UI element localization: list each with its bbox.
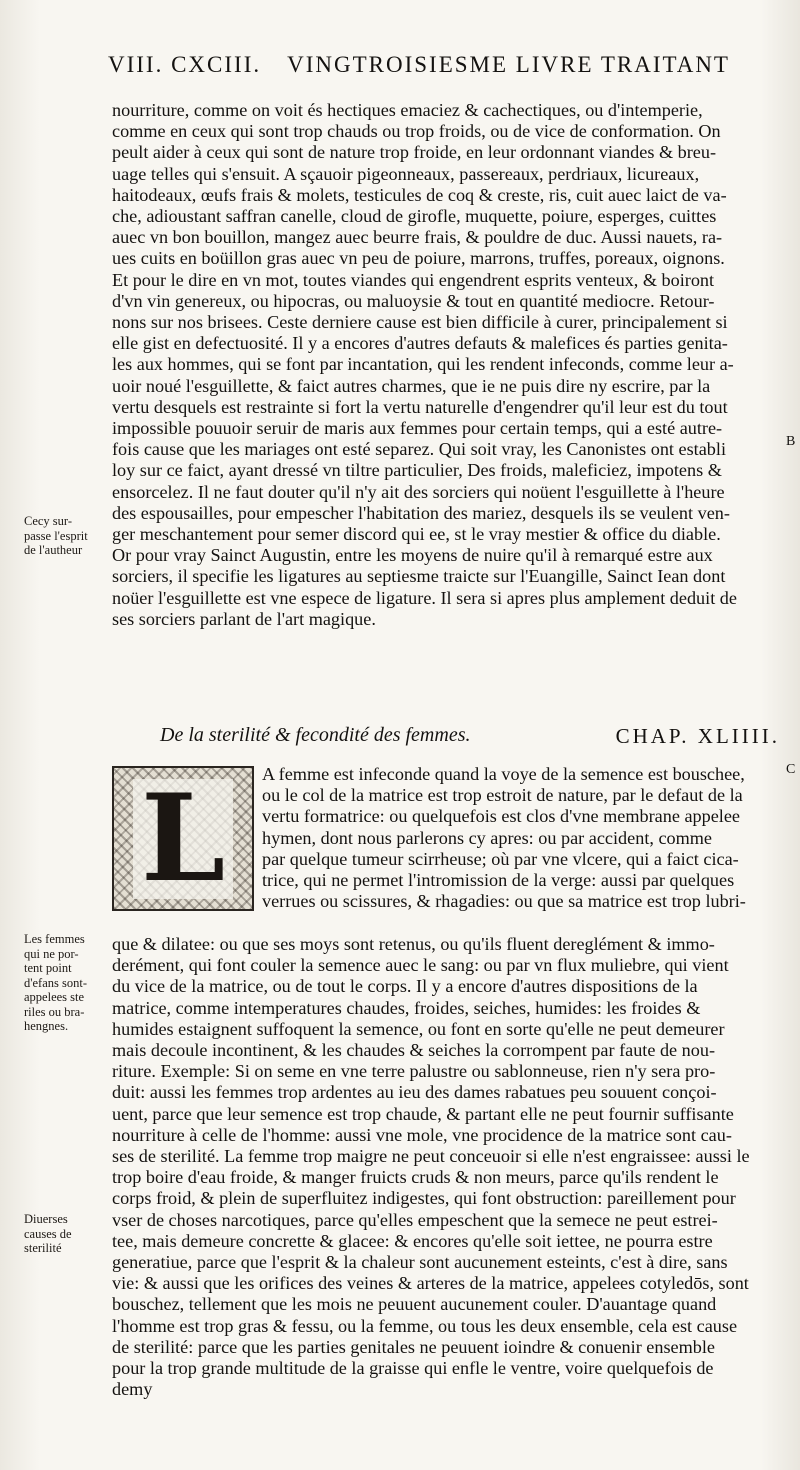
- text-line: fois cause que les mariages ont esté separez. Qui soit vray, les Canonistes ont establi: [112, 439, 726, 460]
- text-line: impossible pouuoir seruir de maris aux femmes pour certain temps, qui a esté autre-: [112, 418, 723, 439]
- text-line: trice, qui ne permet l'intromission de la verge: aussi par quelques: [262, 870, 735, 891]
- margin-note-line: causes de: [24, 1226, 72, 1241]
- text-block-1: [112, 100, 792, 630]
- text-line: ues cuits en boüillon gras auec vn peu de poiure, marrons, truffes, poreaux, oignons.: [112, 248, 725, 269]
- text-line: derément, qui font couler la semence auec le sang: ou par vn flux muliebre, qui vient: [112, 955, 729, 976]
- text-line: nons sur nos brisees. Ceste derniere cause est bien difficile à curer, principalement si: [112, 312, 728, 333]
- text-line: ses sorciers parlant de l'art magique.: [112, 608, 376, 629]
- text-line: de sterilité: parce que les parties genitales ne peuuent ioindre & conuenir ensemble: [112, 1336, 715, 1357]
- text-line: pour la trop grande multitude de la graisse qui enfle le ventre, voire quelquefois de: [112, 1358, 714, 1379]
- text-line: tee, mais demeure concrette & glacee: & encores qu'elle soit iettee, ne pourra estre: [112, 1230, 713, 1251]
- margin-note-line: riles ou bra-: [24, 1004, 85, 1019]
- text-line: verrues ou scissures, & rhagadies: ou que sa matrice est trop lubri-: [262, 891, 746, 912]
- text-line: riture. Exemple: Si on seme en vne terre palustre ou sablonneuse, rien n'y sera pro-: [112, 1061, 716, 1082]
- margin-note-line: sterilité: [24, 1241, 62, 1255]
- text-line: ger meschantement pour semer discord qui ee, st le vray mestier & office du diable.: [112, 524, 721, 545]
- margin-note-line: passe l'esprit: [24, 528, 88, 543]
- text-line: que & dilatee: ou que ses moys sont retenus, ou qu'ils fluent dereglément & immo-: [112, 934, 715, 954]
- margin-note-line: tent point: [24, 961, 72, 975]
- margin-note-2: [24, 932, 110, 1034]
- margin-letter-c: C: [786, 762, 796, 777]
- text-line: che, adioustant saffran canelle, cloud de girofle, muquette, poiure, esperges, cuittes: [112, 206, 717, 227]
- text-line: ses de sterilité. La femme trop maigre ne peut conceuoir si elle n'est engraissee: aussi le: [112, 1146, 750, 1167]
- text-line: humides estaignent suffoquent la semence, ou font en sorte qu'elle ne peut demeurer: [112, 1018, 725, 1039]
- margin-note-line: appelees ste: [24, 990, 85, 1004]
- margin-note-line: qui ne por-: [24, 946, 79, 961]
- text-line: mais decoule incontinent, & les chaudes & seiches la corrompent par faute de nou-: [112, 1040, 716, 1061]
- text-line: Or pour vray Sainct Augustin, entre les moyens de nuire qu'il à remarqué estre aux: [112, 545, 713, 566]
- text-line: peult aider à ceux qui sont de nature trop froide, en leur ordonnant viandes & breu-: [112, 142, 717, 163]
- text-line: duit: aussi les femmes trop ardentes au ieu des dames rabatues peu souuent conçoi-: [112, 1082, 717, 1103]
- margin-note-line: Les femmes: [24, 932, 85, 946]
- text-line: ensorcelez. Il ne faut douter qu'il n'y ait des sorciers qui noüent l'esguillette à l'heure: [112, 481, 725, 502]
- text-line: elle gist en defectuosité. Il y a encores d'autres defauts & malefices és parties genita-: [112, 333, 728, 354]
- text-line: uent, parce que leur semence est trop chaude, & partant elle ne peut fournir suffisante: [112, 1103, 734, 1124]
- text-line: du vice de la matrice, ou de tout le corps. Il y a encore d'autres dispositions de la: [112, 976, 698, 997]
- text-line: vser de choses narcotiques, parce qu'elles empeschent que la semece ne peut estrei-: [112, 1209, 718, 1230]
- text-line: uage telles qui s'ensuit. A sçauoir pigeonneaux, passereaux, perdriaux, licureaux,: [112, 163, 700, 184]
- text-line: des espousailles, pour empescher l'habitation des mariez, desquels ils se veulent ven-: [112, 502, 730, 523]
- text-line: noüer l'esguillette est vne espece de ligature. Il sera si apres plus amplement deduit de: [112, 587, 737, 608]
- text-line: bouschez, tellement que les mois ne peuuent aucunement couler. D'auantage quand: [112, 1294, 717, 1315]
- text-line: loy sur ce faict, ayant dressé vn tiltre particulier, Des froids, maleficiez, impotens &: [112, 460, 722, 481]
- margin-note-line: Diuerses: [24, 1212, 68, 1226]
- running-title: VINGTROISIESME LIVRE TRAITANT: [287, 52, 730, 77]
- text-line: haitodeaux, œufs frais & molets, testicules de coq & creste, ris, cuit auec laict de va-: [112, 184, 727, 205]
- text-line: trop boire d'eau froide, & manger fruicts cruds & non meurs, parce qu'ils rendent le: [112, 1167, 719, 1188]
- text-line: uoir noué l'esguillette, & faict autres charmes, que ie ne puis dire ny escrire, par la: [112, 375, 711, 396]
- text-line: ou le col de la matrice est trop estroit de nature, par le defaut de la: [262, 785, 743, 806]
- margin-note-line: de l'autheur: [24, 543, 83, 557]
- running-header: [108, 52, 790, 78]
- text-line: nourriture à celle de l'homme: aussi vne mole, vne procidence de la matrice sont cau-: [112, 1124, 732, 1145]
- margin-note-3: [24, 1212, 110, 1256]
- text-line: par quelque tumeur scirrheuse; où par vne vlcere, qui a faict cica-: [262, 848, 739, 869]
- text-line: l'homme est trop gras & fessu, ou la femme, ou tous les deux ensemble, cela est cause: [112, 1315, 738, 1336]
- text-line: demy: [112, 1379, 153, 1400]
- initial-letter: L: [133, 779, 233, 899]
- margin-note-line: Cecy sur-: [24, 514, 72, 528]
- text-line: matrice, comme intemperatures chaudes, froides, seiches, humides: les froides &: [112, 997, 701, 1018]
- text-line: sorciers, il specifie les ligatures au septiesme traicte sur l'Euangille, Sainct Iean dont: [112, 566, 726, 587]
- text-block-3: [112, 934, 792, 1400]
- text-line: hymen, dont nous parlerons cy apres: ou par accident, comme: [262, 827, 712, 848]
- text-line: corps froid, & plein de superfluitez indigestes, qui font obstruction: pareillement pour: [112, 1188, 736, 1209]
- text-line: nourriture, comme on voit és hectiques emaciez & cachectiques, ou d'intemperie,: [112, 100, 703, 120]
- text-line: Et pour le dire en vn mot, toutes viandes qui engendrent esprits venteux, & boiront: [112, 269, 715, 290]
- folio-number: VIII. CXCIII.: [108, 52, 262, 77]
- chapter-title: De la sterilité & fecondité des femmes.: [160, 724, 471, 746]
- chapter-number: CHAP. XLIIII.: [615, 724, 780, 748]
- margin-note-1: [24, 514, 110, 558]
- margin-note-line: d'efans sont-: [24, 975, 88, 990]
- text-line: generatiue, parce que l'esprit & la chaleur sont aucunement esteints, c'est à dire, sans: [112, 1252, 728, 1273]
- margin-note-line: hengnes.: [24, 1019, 69, 1033]
- text-line: vertu desquels est restrainte si fort la vertu naturelle d'engendrer qu'il leur est du tout: [112, 396, 728, 417]
- text-line: les aux hommes, qui se font par incantation, qui les rendent infeconds, comme leur a-: [112, 354, 734, 375]
- text-line: vertu formatrice: ou quelquefois est clos d'vne membrane appelee: [262, 806, 740, 827]
- text-line: comme en ceux qui sont trop chauds ou trop froids, ou de vice de conformation. On: [112, 121, 721, 142]
- chapter-heading: [160, 724, 780, 749]
- text-line: auec vn bon bouillon, mangez auec beurre frais, & pouldre de duc. Aussi nauets, ra-: [112, 227, 723, 248]
- text-line: A femme est infeconde quand la voye de la semence est bouschee,: [262, 764, 745, 784]
- text-line: vie: & aussi que les orifices des veines & arteres de la matrice, appelees cotyledōs, sont: [112, 1273, 749, 1294]
- margin-letter-b: B: [786, 434, 796, 449]
- text-line: d'vn vin genereux, ou hipocras, ou maluoysie & tout en quantité mediocre. Retour-: [112, 290, 715, 311]
- decorated-initial: [112, 766, 254, 911]
- text-block-2: [262, 764, 792, 912]
